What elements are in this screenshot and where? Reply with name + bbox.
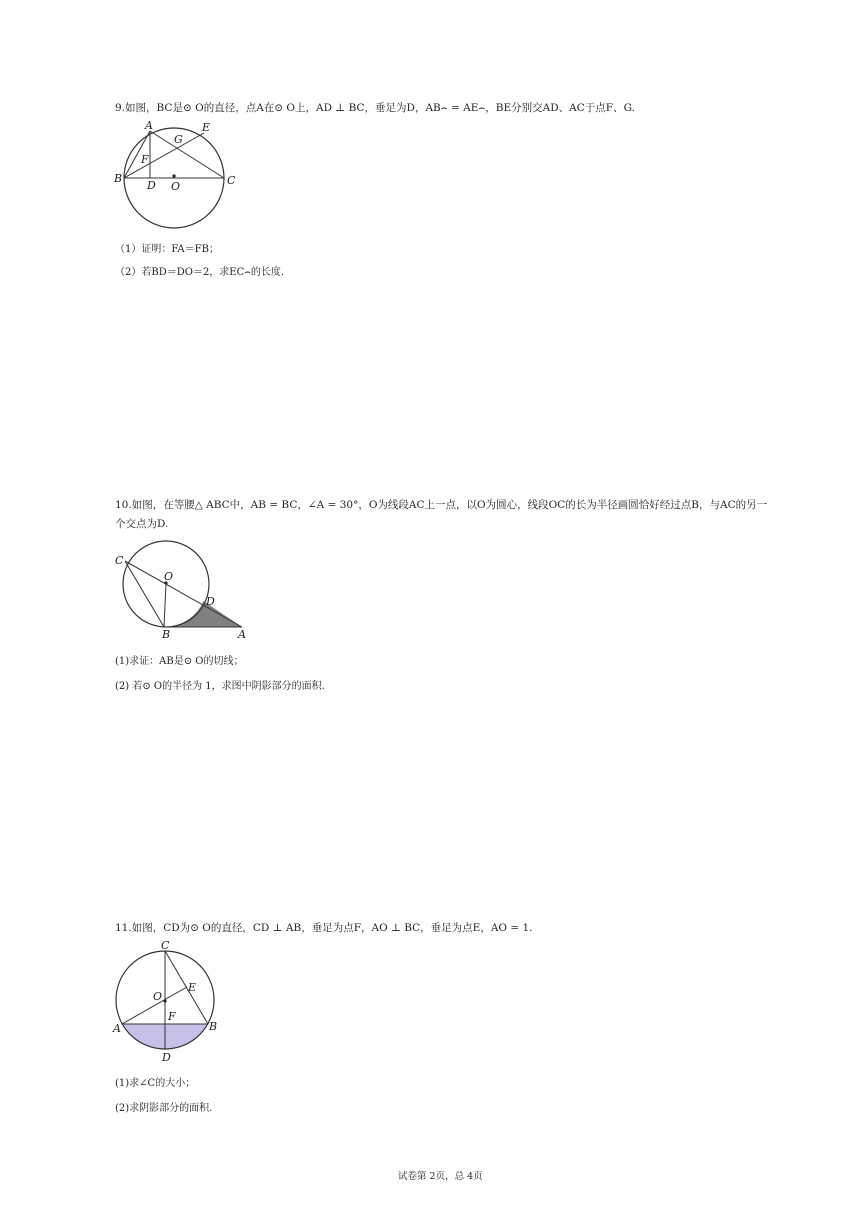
q9-label-o: O xyxy=(171,180,181,193)
q10-label-b: B xyxy=(162,628,171,641)
q11-label-o: O xyxy=(153,990,163,1003)
q9-stem: 9.如图，BC是⊙ O的直径，点A在⊙ O上，AD ⊥ BC，垂足为D，AB⌢ = AE⌢，BE分别交AD、AC于点F、G. xyxy=(115,102,635,114)
q9-label-g: G xyxy=(174,133,183,146)
q9-label-e: E xyxy=(202,121,211,134)
q9-part2: （2）若BD＝DO＝2，求EC⌢的长度. xyxy=(115,267,285,278)
q11-figure xyxy=(108,938,223,1066)
q11-part1: (1)求∠C的大小； xyxy=(115,1078,196,1089)
page-footer: 试卷第 2页，总 4页 xyxy=(398,1171,483,1182)
q9-label-b: B xyxy=(114,172,123,185)
q9-label-c: C xyxy=(227,174,236,187)
q11-label-a: A xyxy=(113,1022,121,1035)
q11-label-d: D xyxy=(162,1051,171,1064)
q11-stem: 11.如图，CD为⊙ O的直径，CD ⊥ AB，垂足为点F，AO ⊥ BC，垂足为点E，AO = 1. xyxy=(115,922,533,934)
q11-label-b: B xyxy=(209,1020,218,1033)
q9-label-a: A xyxy=(145,119,153,132)
q9-figure xyxy=(108,116,248,234)
q11-part2: (2)求阴影部分的面积. xyxy=(115,1103,213,1114)
q10-figure xyxy=(108,530,253,645)
q10-label-c: C xyxy=(115,554,124,567)
q9-label-f: F xyxy=(141,153,149,166)
q11-label-e: E xyxy=(188,981,197,994)
q10-label-a: A xyxy=(238,628,246,641)
q10-part1: (1)求证：AB是⊙ O的切线； xyxy=(115,656,244,667)
q10-stem: 10.如图，在等腰△ ABC中，AB = BC，∠A = 30°，O为线段AC上一点，以O为圆心，线段OC的长为半径画圆恰好经过点B，与AC的另一个交点为D. xyxy=(115,499,768,530)
q10-part2: (2) 若⊙ O的半径为 1，求图中阴影部分的面积. xyxy=(115,681,325,692)
q9-part1: （1）证明：FA＝FB； xyxy=(115,244,219,255)
q11-label-f: F xyxy=(168,1010,176,1023)
q11-label-c: C xyxy=(161,939,170,952)
q9-label-d: D xyxy=(147,179,156,192)
q10-label-d: D xyxy=(206,595,215,608)
q10-label-o: O xyxy=(164,570,174,583)
